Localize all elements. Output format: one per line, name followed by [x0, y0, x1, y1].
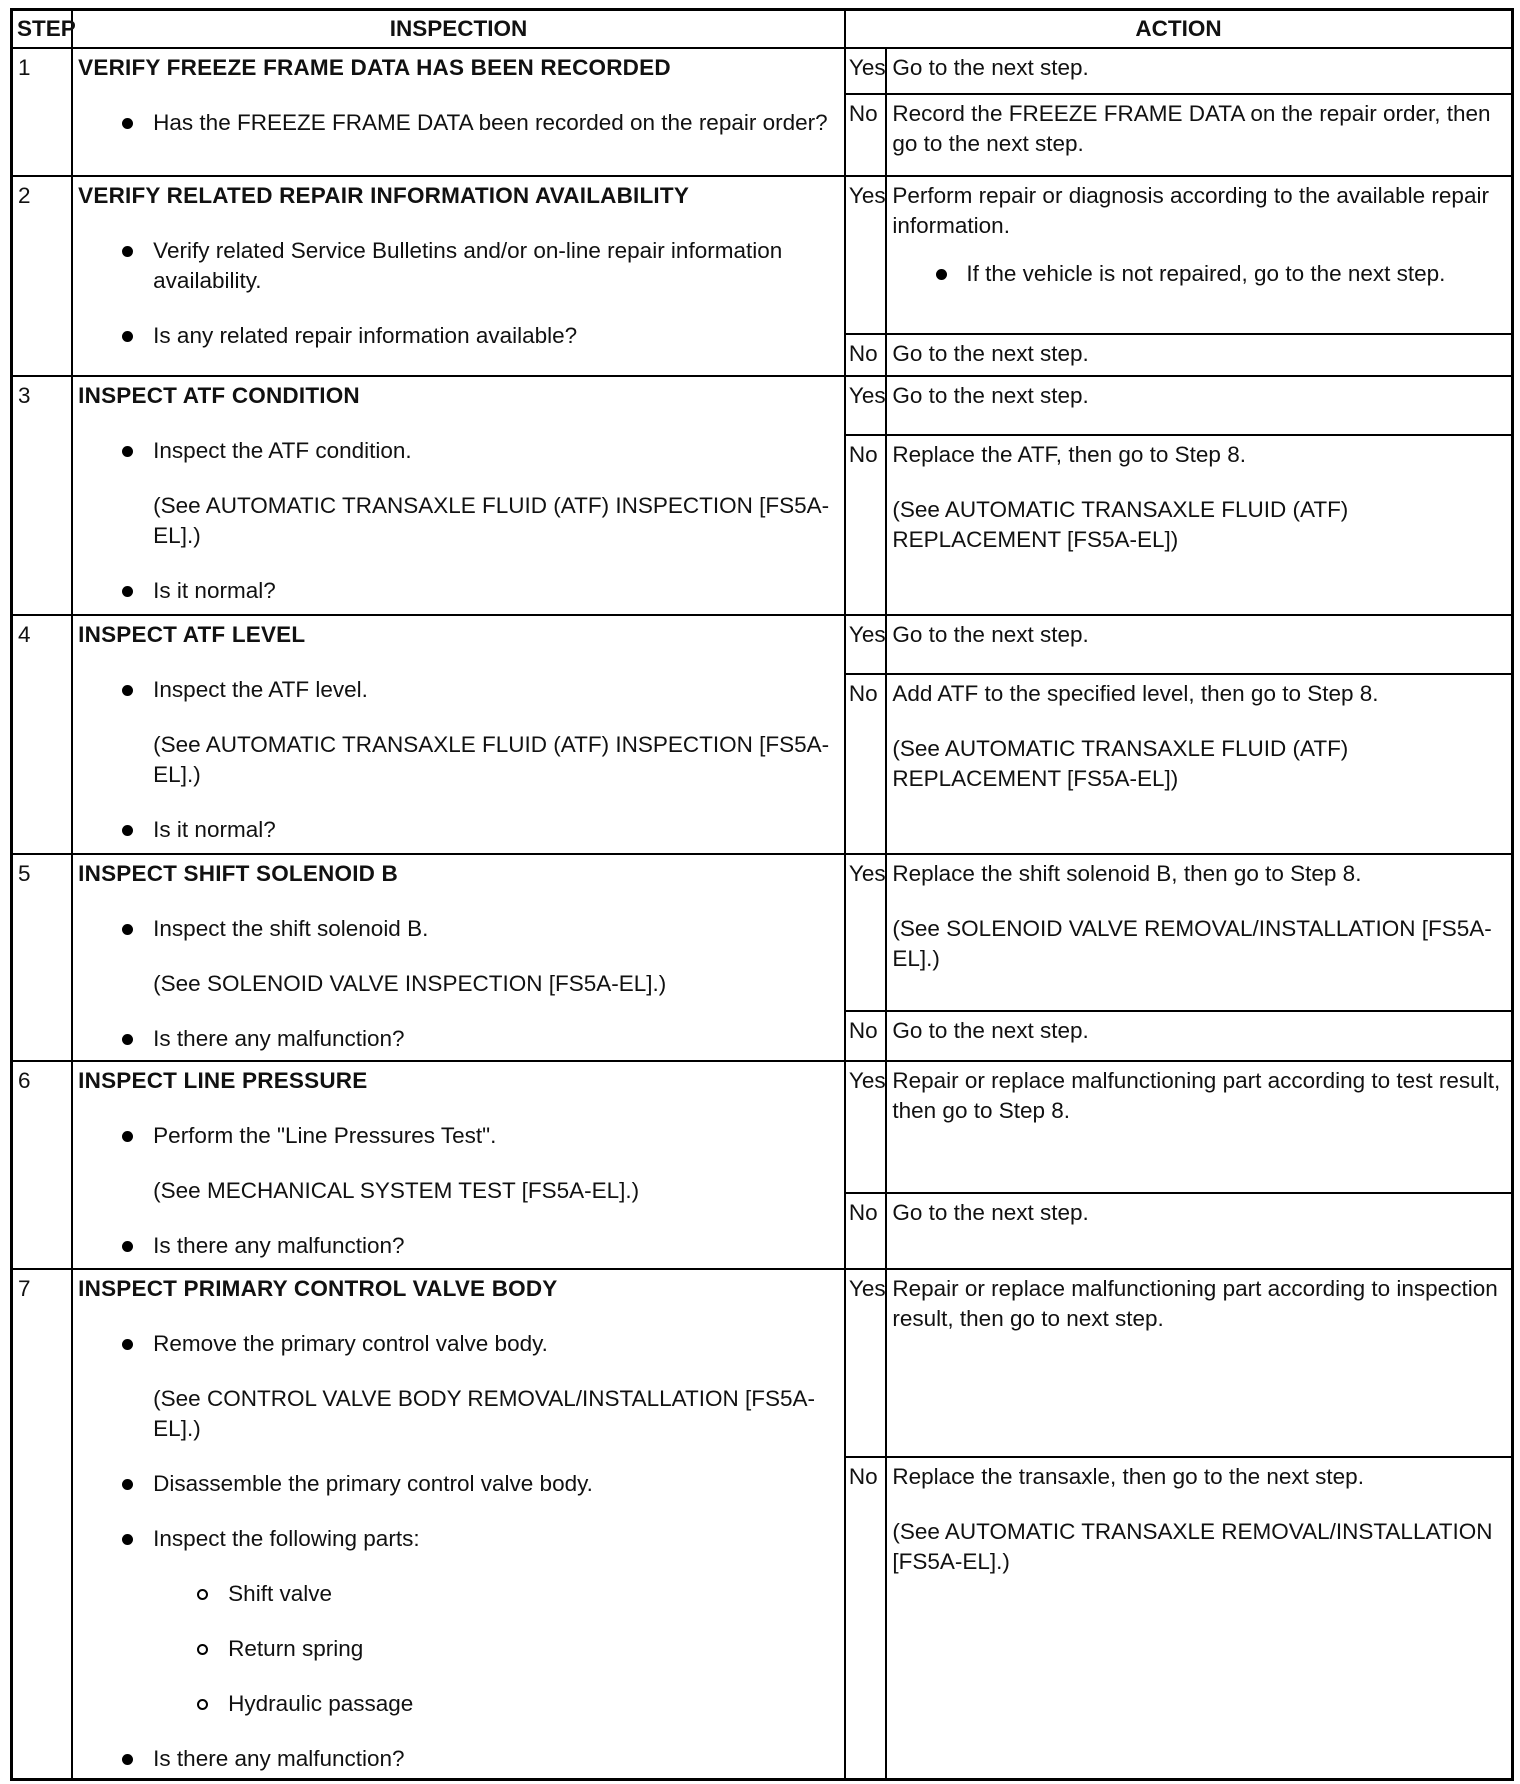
yes-label: Yes — [845, 376, 886, 435]
sub-bullet-item: Shift valve — [78, 1579, 839, 1609]
no-action: Go to the next step. — [886, 334, 1512, 376]
bullet-item: Is there any malfunction? — [78, 1024, 839, 1054]
step-column-header: STEP — [12, 10, 73, 49]
step-7-yes-row — [12, 1269, 1513, 1457]
step-6-yes-row — [12, 1061, 1513, 1193]
inspection-cell — [72, 1269, 845, 1780]
no-action: Go to the next step. — [886, 1193, 1512, 1269]
step-title: INSPECT SHIFT SOLENOID B — [78, 861, 398, 886]
bullet-item: Inspect the following parts: — [78, 1524, 839, 1554]
inspection-cell — [72, 176, 845, 376]
step-title: INSPECT LINE PRESSURE — [78, 1068, 368, 1093]
bullet-item: Is it normal? — [78, 576, 839, 606]
yes-action: Go to the next step. — [886, 615, 1512, 674]
step-title: INSPECT ATF CONDITION — [78, 383, 360, 408]
bullet-item: Perform the "Line Pressures Test". — [78, 1121, 839, 1151]
bullet-item: Remove the primary control valve body. — [78, 1329, 839, 1359]
no-label: No — [845, 334, 886, 376]
see-reference: (See SOLENOID VALVE INSPECTION [FS5A-EL].) — [153, 971, 667, 996]
see-reference: (See SOLENOID VALVE REMOVAL/INSTALLATION [FS5A-EL].) — [892, 916, 1492, 971]
step-number: 3 — [12, 376, 73, 615]
see-reference: (See AUTOMATIC TRANSAXLE FLUID (ATF) INSPECTION [FS5A-EL].) — [153, 493, 830, 548]
action-bullet-item: If the vehicle is not repaired, go to the next step. — [892, 259, 1506, 289]
step-title: INSPECT PRIMARY CONTROL VALVE BODY — [78, 1276, 558, 1301]
step-number: 7 — [12, 1269, 73, 1780]
no-action-cell — [886, 435, 1512, 615]
step-number: 6 — [12, 1061, 73, 1269]
yes-label: Yes — [845, 1269, 886, 1457]
no-action: Replace the ATF, then go to Step 8. — [892, 442, 1246, 467]
inspection-cell — [72, 1061, 845, 1269]
step-title: VERIFY FREEZE FRAME DATA HAS BEEN RECORDED — [78, 55, 671, 80]
no-action: Go to the next step. — [886, 1011, 1512, 1061]
step-number: 1 — [12, 48, 73, 176]
step-5-yes-row — [12, 854, 1513, 1011]
no-label: No — [845, 1011, 886, 1061]
yes-action: Repair or replace malfunctioning part according to inspection result, then go to next step. — [886, 1269, 1512, 1457]
no-label: No — [845, 94, 886, 176]
step-title: INSPECT ATF LEVEL — [78, 622, 306, 647]
action-column-header: ACTION — [845, 10, 1513, 49]
no-action: Add ATF to the specified level, then go to Step 8. — [892, 681, 1379, 706]
see-reference: (See MECHANICAL SYSTEM TEST [FS5A-EL].) — [153, 1178, 640, 1203]
yes-label: Yes — [845, 176, 886, 334]
yes-action-cell — [886, 854, 1512, 1011]
see-reference: (See CONTROL VALVE BODY REMOVAL/INSTALLATION [FS5A-EL].) — [153, 1386, 816, 1441]
step-3-yes-row — [12, 376, 1513, 435]
diagnostic-procedure-table-wrapper — [10, 8, 1514, 1781]
see-reference: (See AUTOMATIC TRANSAXLE REMOVAL/INSTALLATION [FS5A-EL].) — [892, 1519, 1493, 1575]
bullet-item: Is any related repair information available? — [78, 321, 839, 351]
bullet-item: Is it normal? — [78, 815, 839, 845]
no-label: No — [845, 674, 886, 854]
header-row — [12, 10, 1513, 49]
inspection-cell — [72, 854, 845, 1061]
inspection-cell — [72, 615, 845, 854]
no-action: Replace the transaxle, then go to the next step. — [892, 1464, 1364, 1490]
see-reference: (See AUTOMATIC TRANSAXLE FLUID (ATF) REPLACEMENT [FS5A-EL]) — [892, 497, 1349, 552]
yes-label: Yes — [845, 48, 886, 94]
step-title: VERIFY RELATED REPAIR INFORMATION AVAILABILITY — [78, 183, 690, 208]
step-4-yes-row — [12, 615, 1513, 674]
yes-label: Yes — [845, 1061, 886, 1193]
yes-label: Yes — [845, 615, 886, 674]
bullet-item: Disassemble the primary control valve body. — [78, 1469, 839, 1499]
step-2-yes-row — [12, 176, 1513, 334]
bullet-item: Inspect the shift solenoid B. — [78, 914, 839, 944]
step-number: 2 — [12, 176, 73, 376]
step-number: 5 — [12, 854, 73, 1061]
yes-action-cell — [886, 176, 1512, 334]
no-label: No — [845, 1457, 886, 1779]
yes-action: Go to the next step. — [886, 48, 1512, 94]
inspection-cell — [72, 48, 845, 176]
bullet-item: Has the FREEZE FRAME DATA been recorded on the repair order? — [78, 108, 839, 138]
no-action-cell — [886, 1457, 1512, 1779]
step-number: 4 — [12, 615, 73, 854]
bullet-item: Is there any malfunction? — [78, 1744, 839, 1774]
sub-bullet-item: Hydraulic passage — [78, 1689, 839, 1719]
yes-action: Replace the shift solenoid B, then go to Step 8. — [892, 861, 1362, 886]
see-reference: (See AUTOMATIC TRANSAXLE FLUID (ATF) INSPECTION [FS5A-EL].) — [153, 732, 830, 787]
inspection-column-header: INSPECTION — [72, 10, 845, 49]
no-action-cell — [886, 674, 1512, 854]
no-label: No — [845, 435, 886, 615]
yes-action: Perform repair or diagnosis according to the available repair information. — [892, 183, 1489, 238]
diagnostic-procedure-table — [10, 8, 1514, 1781]
sub-bullet-item: Return spring — [78, 1634, 839, 1664]
step-1-yes-row — [12, 48, 1513, 94]
bullet-item: Inspect the ATF condition. — [78, 436, 839, 466]
yes-action: Repair or replace malfunctioning part according to test result, then go to Step 8. — [886, 1061, 1512, 1193]
yes-action: Go to the next step. — [886, 376, 1512, 435]
no-label: No — [845, 1193, 886, 1269]
no-action: Record the FREEZE FRAME DATA on the repair order, then go to the next step. — [886, 94, 1512, 176]
bullet-item: Verify related Service Bulletins and/or on-line repair information availability. — [78, 236, 839, 296]
bullet-item: Is there any malfunction? — [78, 1231, 839, 1261]
inspection-cell — [72, 376, 845, 615]
bullet-item: Inspect the ATF level. — [78, 675, 839, 705]
see-reference: (See AUTOMATIC TRANSAXLE FLUID (ATF) REPLACEMENT [FS5A-EL]) — [892, 736, 1349, 791]
yes-label: Yes — [845, 854, 886, 1011]
